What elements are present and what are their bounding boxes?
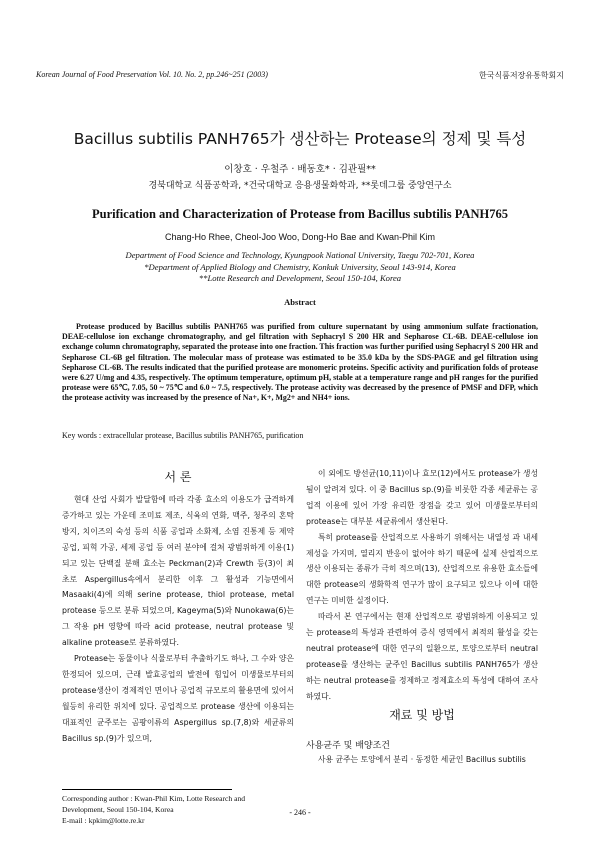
intro-paragraph-5: 따라서 본 연구에서는 현재 산업적으로 광범위하게 이용되고 있는 protease의 특성과 관련하여 증식 영역에서 최적의 활성을 갖는 neutral protease에 대한 연구의 일환으로, 토양으로부터 neutral protease를 생산하는 균주인 Bacillus subtilis PANH765가 생산하는 neutral protease를 정제하고 정제효소의 특성에 대하여 조사하였다. (306, 612, 538, 701)
affiliations-english (0, 250, 600, 285)
intro-paragraph-3: 이 외에도 방선균(10,11)이나 효모(12)에서도 protease가 생성됨이 알려져 있다. 이 중 Bacillus sp.(9)를 비롯한 각종 세균류는 공업적 이용에 있어 가장 유리한 장점을 갖고 있어 미생물로부터의 protease는 대부분 세균류에서 생산된다. (306, 469, 538, 526)
journal-name-korean: 한국식품저장유통학회지 (478, 71, 564, 80)
title-korean: Bacillus subtilis PANH765가 생산하는 Protease의 정제 및 특성 (73, 130, 527, 148)
right-column (306, 466, 538, 705)
footnote-line-2: Development, Seoul 150-104, Korea (62, 805, 174, 814)
abstract-body: Protease produced by Bacillus subtilis PANH765 was purified from culture supernatant by using ammonium sulfate fractionation, DEAE-cellulose ion exchange chromatography, and gel filtration with Sephacryl S 200 HR and Sepharose CL-6B. DEAE-cellulose ion exchange column chromatography, separated the protease into one fraction. This fraction was further purified using Sephacryl S 200 HR and Sepharose CL-6B gel filtration. The molecular mass of protease was estimated to be 35.0 kDa by the SDS-PAGE and gel filtration using Sepharose CL-6B. The results indicated that the purified protease are monomeric proteins. Specific activity and purification folds of protease were 6.27 U/mg and 4.35, respectively. The optimum temperature, optimum pH, stable at a temperature range and pH ranges for the purified protease were 65℃, 7.05, 50 ~ 75℃ and 6.0 ~ 7.5, respectively. The protease activity was decreased by the presence of PMSF and DFP, which the protease activity was increased by the presence of Na+, K+, Mg2+ and NH4+ ions. (62, 322, 538, 403)
intro-heading: 서 론 (164, 470, 192, 484)
affiliation-3: **Lotte Research and Development, Seoul 150-104, Korea (198, 273, 402, 283)
subsection-heading: 사용균주 및 배양조건 (306, 741, 390, 751)
methods-heading: 재료 및 방법 (389, 708, 455, 722)
affiliation-2: *Department of Applied Biology and Chemistry, Konkuk University, Seoul 143-914, Korea (144, 261, 456, 272)
footnote-email: E-mail : kpkim@lotte.re.kr (62, 816, 145, 825)
footnote-rule (62, 789, 232, 790)
authors-korean: 이창호 · 우철주 · 배동호* · 김관필** (224, 164, 376, 175)
left-column (62, 492, 294, 747)
affiliation-1: Department of Food Science and Technology, Kyungpook National University, Taegu 702-701, Korea (125, 250, 475, 260)
intro-paragraph-1: 현대 산업 사회가 발달함에 따라 각종 효소의 이용도가 급격하게 증가하고 있는 가운데 조미료 제조, 식육의 연화, 맥주, 청주의 혼탁 방지, 치이즈의 숙성 등의 식품 공업과 소화제, 소염 진통제 등 제약공업, 피혁 가공, 세제 공업 등 여러 분야에 걸쳐 광범위하게 이용(1)되고 있는 단백질 분해 효소는 Peckman(2)과 Crewth 등(3)이 최초로 Aspergillus속에서 분리한 이후 그 활성과 기능면에서 Masaaki(4)에 의해 serine protease, thiol protease, metal protease 등으로 분류 되었으며, Kageyma(5)와 Nunokawa(6)는 그 작용 pH 영향에 따라 acid protease, neutral protease 및 alkaline protease로 분류하였다. (62, 495, 294, 648)
title-english: Purification and Characterization of Protease from Bacillus subtilis PANH765 (92, 207, 508, 221)
journal-citation: Korean Journal of Food Preservation Vol. 10. No. 2, pp.246~251 (2003) (36, 70, 268, 79)
intro-paragraph-2: Protease는 동물이나 식물로부터 추출하기도 하나, 그 수와 양은 한정되어 있으며, 근래 발효공업의 발전에 힘입어 미생물로부터의 protease생산이 경제적인 면이나 공업적 규모로의 활용면에 있어서 월등히 유리한 위치에 있다. 공업적으로 protease 생산에 이용되는 대표적인 균주로는 곰팡이류의 Aspergillus sp.(7,8)와 세균류의 Bacillus sp.(9)가 있으며, (62, 654, 294, 743)
footnote-line-1: Corresponding author : Kwan-Phil Kim, Lotte Research and (62, 794, 246, 803)
methods-text (306, 752, 538, 768)
page-number: - 246 - (289, 808, 311, 817)
affiliations-korean: 경북대학교 식품공학과, *건국대학교 응용생물화학과, **롯데그룹 중앙연구소 (148, 181, 452, 191)
methods-paragraph-1: 사용 균주는 토양에서 분리 · 동정한 세균인 Bacillus subtilis (318, 755, 526, 764)
intro-paragraph-4: 특히 protease를 산업적으로 사용하기 위해서는 내열성 과 내세제성을 가지며, 열리지 반응이 없어야 하기 때문에 실제 산업적으로 생산 이용되는 종류가 극히 적으며(13), 산업적으로 유용한 효소들에 대한 protease의 생화학적 연구가 많이 요구되고 있으나 이에 대한 연구는 미비한 실정이다. (306, 532, 538, 606)
authors-english: Chang-Ho Rhee, Cheol-Joo Woo, Dong-Ho Bae and Kwan-Phil Kim (165, 232, 435, 242)
abstract-heading: Abstract (284, 297, 316, 307)
keywords: Key words : extracellular protease, Bacillus subtilis PANH765, purification (62, 431, 304, 440)
